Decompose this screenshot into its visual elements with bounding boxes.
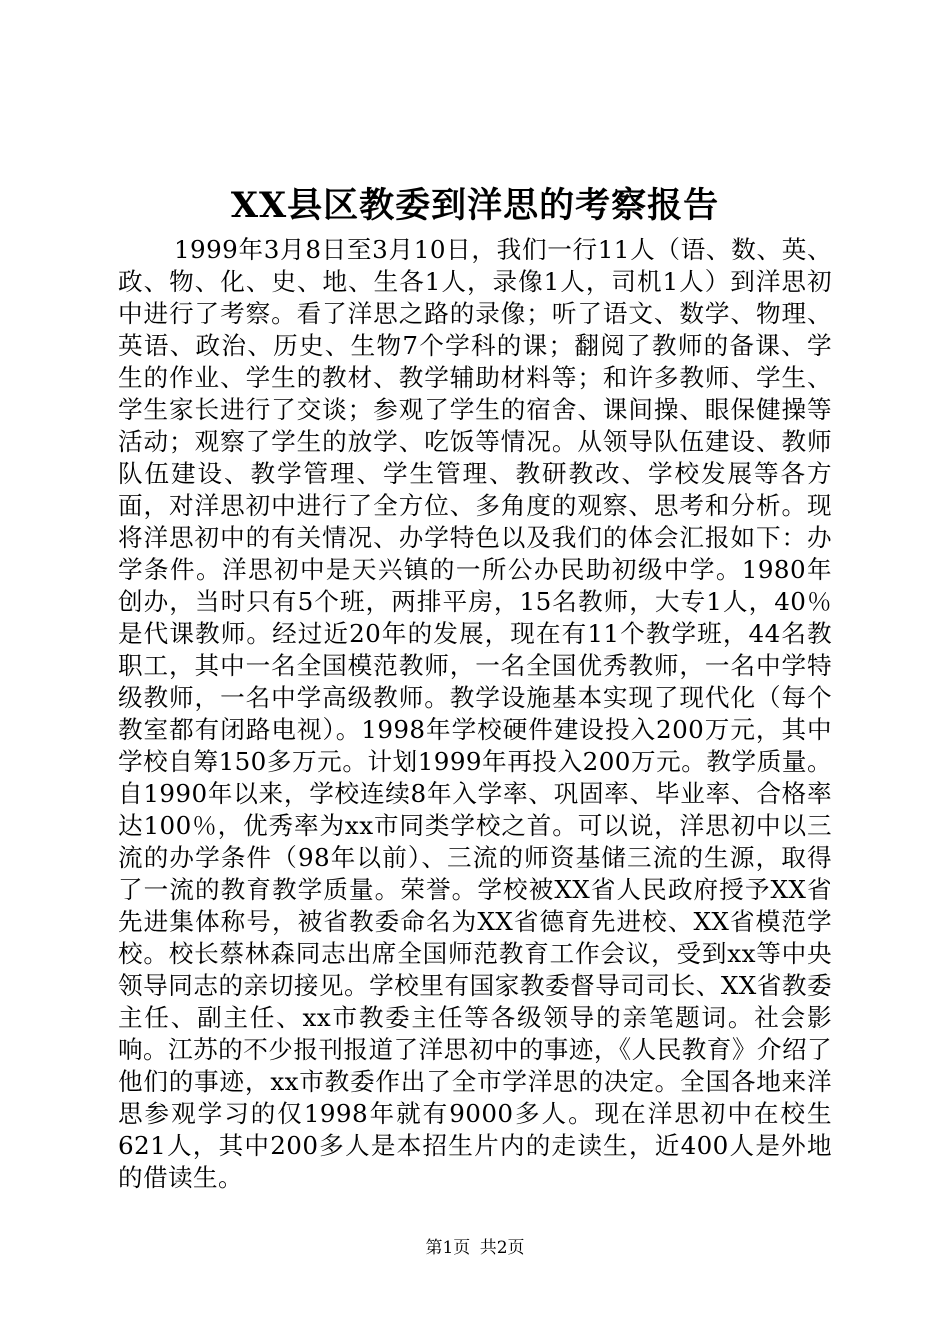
body-paragraph: [118, 234, 832, 1194]
page-footer: [0, 1236, 950, 1260]
page-title: XX县区教委到洋思的考察报告: [230, 185, 720, 226]
body-text: 1999年3月8日至3月10日，我们一行11人（语、数、英、政、物、化、史、地、生各1人，录像1人，司机1人）到洋思初中进行了考察。看了洋思之路的录像；听了语文、数学、物理、英语、政治、历史、生物7个学科的课；翻阅了教师的备课、学生的作业、学生的教材、教学辅助材料等；和许多教师、学生、学生家长进行了交谈；参观了学生的宿舍、课间操、眼保健操等活动；观察了学生的放学、吃饭等情况。从领导队伍建设、教师队伍建设、教学管理、学生管理、教研教改、学校发展等各方面，对洋思初中进行了全方位、多角度的观察、思考和分析。现将洋思初中的有关情况、办学特色以及我们的体会汇报如下：办学条件。洋思初中是天兴镇的一所公办民助初级中学。1980年创办，当时只有5个班，两排平房，15名教师，大专1人，40％是代课教师。经过近20年的发展，现在有11个教学班，44名教职工，其中一名全国模范教师，一名全国优秀教师，一名中学特级教师，一名中学高级教师。教学设施基本实现了现代化（每个教室都有闭路电视）。1998年学校硬件建设投入200万元，其中学校自筹150多万元。计划1999年再投入200万元。教学质量。自1990年以来，学校连续8年入学率、巩固率、毕业率、合格率达100％，优秀率为xx市同类学校之首。可以说，洋思初中以三流的办学条件（98年以前）、三流的师资基储三流的生源，取得了一流的教育教学质量。荣誉。学校被XX省人民政府授予XX省先进集体称号，被省教委命名为XX省德育先进校、XX省模范学校。校长蔡林森同志出席全国师范教育工作会议，受到xx等中央领导同志的亲切接见。学校里有国家教委督导司司长、XX省教委主任、副主任、xx市教委主任等各级领导的亲笔题词。社会影响。江苏的不少报刊报道了洋思初中的事迹，《人民教育》介绍了他们的事迹，xx市教委作出了全市学洋思的决定。全国各地来洋思参观学习的仅1998年就有9000多人。现在洋思初中在校生621人，其中200多人是本招生片内的走读生，近400人是外地的借读生。: [118, 235, 832, 1192]
page-total: 共2页: [479, 1238, 525, 1258]
page-number: 第1页: [425, 1238, 471, 1258]
